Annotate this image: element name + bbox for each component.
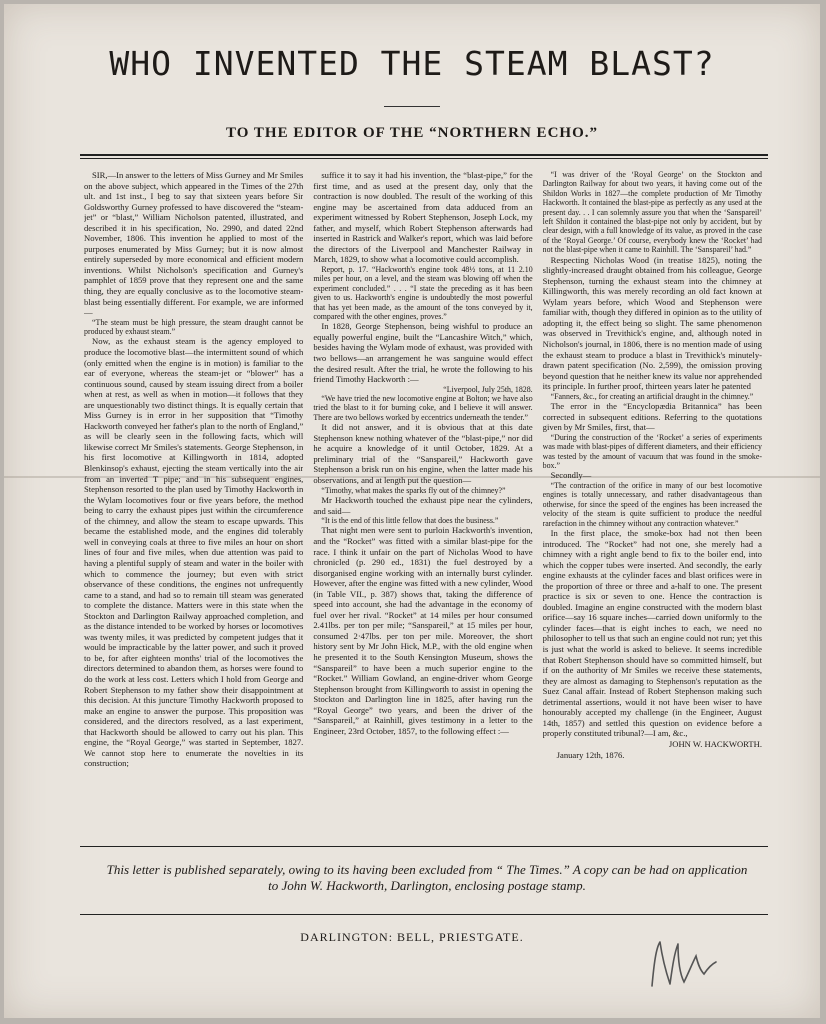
column-2 xyxy=(313,170,532,842)
paragraph: SIR,—In answer to the letters of Miss Gurney and Mr Smiles on the above subject, which appeared in the Times of the 27th ult. and 1st inst., I beg to say that sixteen years before Sir Goldsworthy Gurney professed to have discovered the “steam-jet” or “blast,” William Nicholson patented, illustrated, and described it in his specification, No. 2990, and dated 22nd November, 1806. This invention he applied to most of the purposes enumerated by Miss Gurney; but it is now almost entirely superseded by more economical and efficient modern inventions. Whilst Nicholson's specification and Gurney's pamphlet of 1859 prove that they represent one and the same thing, they are equally conclusive as to the locomotive steam-blast being essentially different. For example, we are informed— xyxy=(84,170,304,318)
paragraph: In 1828, George Stephenson, being wishful to produce an equally powerful engine, built the “Lancashire Witch,” which, besides having the Wylam mode of exhaust, was provided with two bellows—an arrangement he was sanguine would effect the desired result. After the trial, he wrote the following to his friend Timothy Hackworth :— xyxy=(313,321,533,385)
paragraph: Respecting Nicholas Wood (in treatise 1825), noting the slightly-increased draught obtained from his colleague, George Stephenson, turning the exhaust steam into the chimney at Killingworth, this was merely recording an old fact known at Wylam years before, which Wood and Stephenson were familiar with, though they differed in opinion as to the utility of adopting it, the effect being so slight. The same phenomenon was observed in Trevithick's engine, and, although noted in Nicholson's journal, in 1806, there is no mention made of using the exhaust steam to produce a blast in Trevithick's minutely-drawn patent specification (No. 2,599), the omission proving beyond question that he neither knew its value nor apprehended its principle. In further proof, thirteen years later he patented xyxy=(542,254,762,392)
publication-notice: This letter is published separately, owing to its having been excluded from “ The Times.” A copy can be had on application to John W. Hackworth, Darlington, enclosing postage stamp. xyxy=(106,862,748,893)
column-3 xyxy=(543,170,762,842)
handwritten-signature xyxy=(644,934,724,994)
paragraph: suffice it to say it had his invention, the “blast-pipe,” for the first time, and as used at the present day, only that the contraction is now doubled. The result of the working of this engine may be ascertained from data adduced from an experiment witnessed by Robert Stephenson, Joseph Lock, my father, and myself, which Robert Stephenson afterwards had inserted in Rastrick and Walker's report, which was laid before the directors of the Liverpool and Manchester Railway in March, 1829, to show what a locomotive could accomplish. xyxy=(313,170,533,265)
quotation: “We have tried the new locomotive engine at Bolton; we have also tried the blast to it for burning coke, and I believe it will answer. There are two bellows worked by eccentrics underneath the tender.” xyxy=(313,394,533,422)
paragraph: In the first place, the smoke-box had not then been introduced. The “Rocket” had not one, she merely had a chimney with a right angle bend to fix to the boiler end, into which the copper tubes were inserted. And secondly, the early engine exhausts at the cylinder faces and blast orifices were in the proportion of three or three and a-half to one. The present practice is six or seven to one. Hence the contraction is doubled. Imagine an engine constructed with the modern blast orifice—say 16 square inches—carried down uniformly to the cylinder faces—that is eight inches to each, we need no philosopher to tell us that such an engine could not run; yet this is just what the world is asked to believe. It seems incredible that Robert Stephenson should have so committed himself, but if on the authority of Mr Smiles we receive these statements, they are almost as damaging to Stephenson's reputation as the Suez Canal affair. Instead of Robert Stephenson making such detrimental assertions, would it not have been wiser to have honourably accepted my challenge (in the Engineer, August 14th, 1857) and settled this question on evidence before a properly constituted tribunal?—I am, &c., xyxy=(542,528,762,739)
paragraph: It did not answer, and it is obvious that at this date Stephenson knew nothing whatever of the “blast-pipe,” nor did he acquire a knowledge of it until October, 1829. At a preliminary trial of the “Sanspareil,” Hackworth gave Stephenson a brisk run on his engine, when the latter made his observations, and at length put the question— xyxy=(313,422,533,485)
quotation: “The contraction of the orifice in many of our best locomotive engines is totally unnecessary, and rather disadvantageous than otherwise, for since the speed of the engines has been increased the velocity of the steam is quite sufficient to produce the needful rarefaction in the chimney without any contraction whatever.” xyxy=(542,480,762,528)
subtitle: TO THE EDITOR OF THE “NORTHERN ECHO.” xyxy=(226,125,598,141)
printer-imprint: DARLINGTON: BELL, PRIESTGATE. xyxy=(300,930,524,944)
quotation: “Fanners, &c., for creating an artificial draught in the chimney.” xyxy=(550,391,754,401)
dateline: “Liverpool, July 25th, 1828. xyxy=(443,384,533,394)
paragraph: That night men were sent to purloin Hackworth's invention, and the “Rocket” was fitted with a similar blast-pipe for the race. I think it unfair on the part of Nicholas Wood to have chronicled (p. 290 ed., 1831) the fuel destroyed by a disorganised engine working with an internally burst cylinder. However, after the engine was fitted with a new cylinder, Wood (in Table VII., p. 387) shows that, taking the difference of speed into account, she had the advantage in the economy of fuel over her rival. “Rocket” at 14 miles per hour consumed 2.41lbs. per ton per mile; “Sanspareil,” at 15 miles per hour, consumed 2·47lbs. per ton per mile. Moreover, the short history sent by Mr John Hick, M.P., with the old engine when he presented it to the South Kensington Museum, shows the “Sanspareil” to have been a much superior engine to the “Rocket.” William Gowland, an engine-driver whom George Stephenson brought from Killingworth to assist in opening the Stockton and Darlington line in 1825, after having run the “Royal George” two years, and been the driver of the “Sanspareil,” at Rainhill, gives testimony in a letter to the Engineer, 23rd October, 1857, to the following effect :— xyxy=(313,525,533,736)
quotation: “Timothy, what makes the sparks fly out of the chimney?” xyxy=(321,485,506,495)
letter-body xyxy=(84,170,762,842)
imprint-rule xyxy=(80,914,768,915)
column-1 xyxy=(84,170,303,842)
quotation: “I was driver of the ‘Royal George’ on the Stockton and Darlington Railway for about two years, it having come out of the Shildon Works in 1827—the complete production of Mr Timothy Hackworth. It contained the blast-pipe as perfectly as any used at the present day. . . I can solemnly assure you that when the ‘Sanspareil’ left Shildon it contained the blast-pipe not only by accident, but by clear design, with a full knowledge of its value, as proved in the case of the ‘Royal George.’ Of course, everybody knew the ‘Rocket’ had not the blast-pipe when it came to Rainhill. The ‘Sanspareil’ had.” xyxy=(542,170,762,255)
headline: WHO INVENTED THE STEAM BLAST? xyxy=(109,44,715,83)
letter-date: January 12th, 1876. xyxy=(556,749,625,760)
quotation: “During the construction of the ‘Rocket’ a series of experiments was made with blast-pipes of different diameters, and their efficiency was tested by the amount of vacuum that was found in the smoke-box.” xyxy=(542,432,762,471)
top-rule-thin xyxy=(80,158,768,159)
bottom-rule xyxy=(80,846,768,847)
quotation: Report, p. 17. “Hackworth's engine took 48½ tons, at 11 2.10 miles per hour, on a level, and the steam was blowing off when the experiment concluded.” . . . “I state the preceding as it has been given to us. Hackworth's engine is undoubtedly the most powerful that has yet been made, as the amount of the tons conveyed by it, compared with the other engines, proves.” xyxy=(313,264,533,321)
newspaper-sheet xyxy=(4,4,820,1018)
quotation: “It is the end of this little fellow that does the business.” xyxy=(321,516,499,526)
top-rule xyxy=(80,154,768,156)
quotation: “The steam must be high pressure, the steam draught cannot be produced by exhaust steam.” xyxy=(84,317,304,337)
paragraph: Mr Hackworth touched the exhaust pipe near the cylinders, and said— xyxy=(313,494,533,516)
paragraph: Now, as the exhaust steam is the agency employed to produce the locomotive blast—the intermittent sound of which (only emitted when the engine is in motion) is familiar to the ear of everyone, whereas the steam-jet or “blower” has a continuous sound, caused by steam issuing direct from a boiler when at rest, as well as when in motion—it follows that they are unquestionably two distinct things. It is equally certain that Miss Gurney is in error in her supposition that “Timothy Hackworth conveyed her father's plan to the north of England,” as will be clearly seen in the following facts, which will likewise correct Mr Smiles's statements. George Stephenson, in his first locomotive at Killingworth in 1814, adopted Blenkinsop's exhaust, ejecting the steam vertically into the air from an inverted T pipe; and in his subsequent engines, Stephenson resorted to the plan used by Timothy Hackworth in the Wylam locomotives four or five years before, the method being to carry the exhaust pipes just within the circumference of the chimney, and allow the steam to escape upwards. This became the established mode, and the engines did tolerably well in conveying coals at three to five miles an hour on short lines of four and five miles, when due attention was paid to having a plentiful supply of steam and water in the boiler with which to commence the journey; but even with strict observance of these conditions, the engines not unfrequently came to a stand, and had so to remain till steam was generated to complete the distance. Matters were in this state when the Stockton and Darlington Railway approached completion, and as the distance intended to be worked by horses or locomotives was twenty miles, it was predicted by competent judges that it would be impracticable by the latter power, and such it proved to be, for after eighteen months' trial of the locomotives the directors determined to abandon them, as horses were found to do the work at less cost. Letters which I hold from George and Robert Stephenson to my father show their disappointment at this decision. At this juncture Timothy Hackworth proposed to make an engine to answer the purpose. This proposition was considered, and the directors resolved, as a last experiment, that Hackworth should be allowed to carry out his plan. This engine, the “Royal George,” was started in September, 1827. We cannot stop here to enumerate the novelties in its construction; xyxy=(84,336,304,769)
paragraph: The error in the “Encyclopædia Britannica” has been corrected in subsequent editions. Referring to the quotations given by Mr Smiles, first, that— xyxy=(542,401,762,433)
title-rule xyxy=(384,106,440,107)
signature-name: JOHN W. HACKWORTH. xyxy=(668,738,762,749)
paragraph: Secondly— xyxy=(550,470,592,481)
